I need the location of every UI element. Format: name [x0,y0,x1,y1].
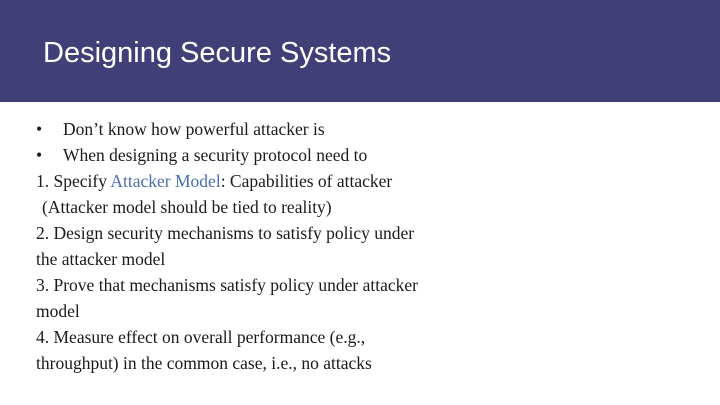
step-1 [36,168,496,194]
step-1-suffix: : Capabilities of attacker [220,171,393,191]
step-1-prefix: 1. Specify [36,171,111,191]
bullet-text: When designing a security protocol need to [63,145,368,165]
attacker-model-term: Attacker Model [110,171,221,191]
step-4-line-1: 4. Measure effect on overall performance (e.g., [36,327,366,347]
step-2-line-1: 2. Design security mechanisms to satisfy policy under [36,223,415,243]
step-3 [36,272,496,324]
step-4-line-2: throughput) in the common case, i.e., no attacks [36,353,372,373]
slide-body [36,116,496,376]
step-2-line-2: the attacker model [36,249,166,269]
step-3-line-2: model [36,301,80,321]
step-1-note: (Attacker model should be tied to reality) [42,197,332,217]
step-4 [36,324,496,376]
bullet-text: Don’t know how powerful attacker is [63,119,325,139]
step-2 [36,220,496,272]
slide-title: Designing Secure Systems [43,37,392,69]
step-3-line-1: 3. Prove that mechanisms satisfy policy under attacker [36,275,418,295]
bullet-item [36,142,496,168]
bullet-marker: • [36,119,43,139]
bullet-item [36,116,496,142]
bullet-marker: • [36,145,43,165]
title-bar [0,0,720,102]
